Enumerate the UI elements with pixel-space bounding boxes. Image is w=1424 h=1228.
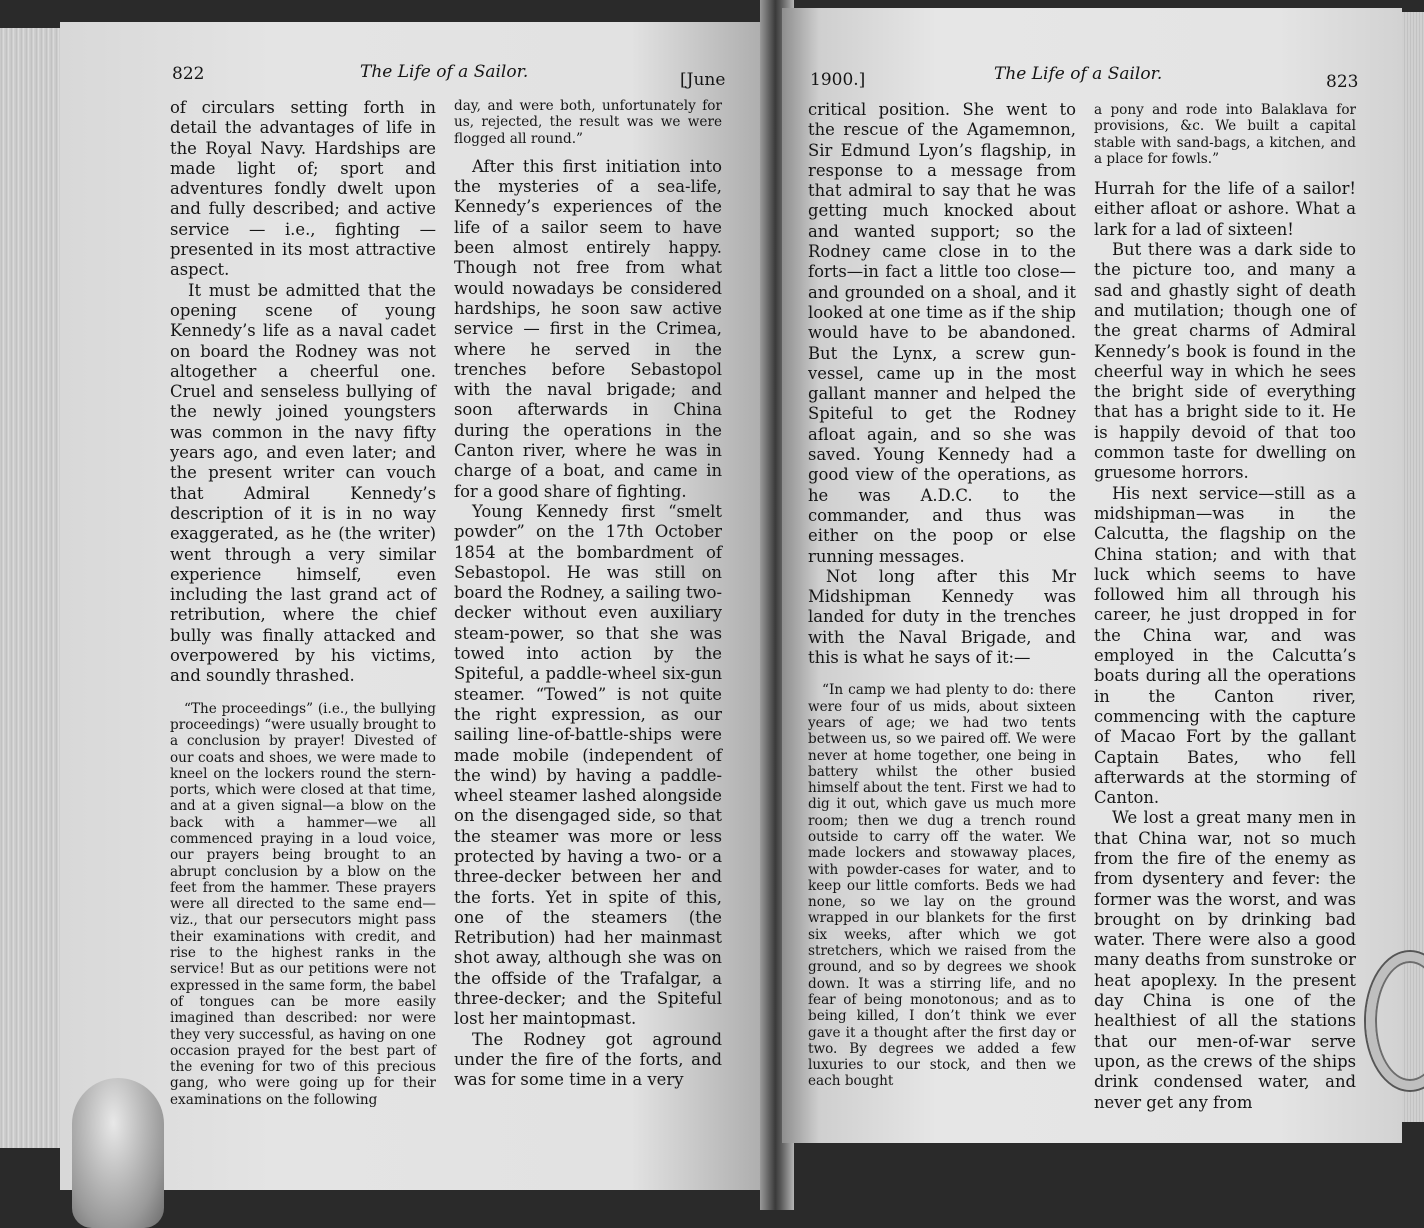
paragraph: Young Kennedy first “smelt powder” on the 17th October 1854 at the bombardment of Sebastopol. He was still on board the Rodney, a sailing two-decker without even auxiliary steam-power, so that she was towed into action by the Spiteful, a paddle-wheel six-gun steamer. “Towed” is not quite the right expression, as our sailing line-of-battle-ships were made mobile (independent of the wind) by having a paddle-wheel steamer lashed alongside on the disengaged side, so that the steamer was more or less protected by having a two- or a three-decker between her and the forts. Yet in spite of this, one of the steamers (the Retribution) had her mainmast shot away, although she was on the offside of the Trafalgar, a three-decker; and the Spiteful lost her maintopmast. [454, 501, 722, 1029]
paragraph: After this first initiation into the mysteries of a sea-life, Kennedy’s experiences of the life of a sailor seem to have been almost entirely happy. Though not free from what would nowadays be considered hardships, he soon saw active service — first in the Crimea, where he served in the trenches before Sebastopol with the naval brigade; and soon afterwards in China during the operations in the Canton river, where he was in charge of a boat, and came in for a good share of fighting. [454, 156, 722, 501]
paragraph: Not long after this Mr Midshipman Kennedy was landed for duty in the trenches with the Naval Brigade, and this is what he says of it:— [808, 566, 1076, 668]
left-column-1 [170, 98, 436, 1108]
paragraph: Hurrah for the life of a sailor! either afloat or ashore. What a lark for a lad of sixteen! [1094, 179, 1356, 239]
running-title: The Life of a Sailor. [994, 64, 1163, 84]
block-quote: “The proceedings” (i.e., the bullying proceedings) “were usually brought to a conclusion by prayer! Divested of our coats and shoes, we were made to kneel on the lockers round the stern-ports, which were closed at that time, and at a given signal—a blow on the back with a hammer—we all commenced praying in a loud voice, our prayers being brought to an abrupt conclusion by a blow on the feet from the hammer. These prayers were all directed to the same end—viz., that our persecutors might pass their examinations with credit, and rise to the highest ranks in the service! But as our petitions were not expressed in the same form, the babel of tongues can be more easily imagined than described: nor were they very successful, as having on one occasion prayed for the best part of the evening for two of this precious gang, who were going up for their examinations on the following [170, 700, 437, 1108]
paragraph: of circulars setting forth in detail the advantages of life in the Royal Navy. Hardships are made light of; sport and adventures fondly dwelt upon and fully described; and active service — i.e., fighting — presented in its most attractive aspect. [170, 98, 436, 280]
left-page [60, 22, 774, 1190]
page-number: 822 [172, 64, 205, 84]
block-quote-continued: day, and were both, unfortunately for us, rejected, the result was we were flogged all round.” [454, 98, 722, 147]
paragraph: critical position. She went to the rescue of the Agamemnon, Sir Edmund Lyon’s flagship, in response to a message from that admiral to say that he was getting much knocked about and wanted support; so the Rodney came close in to the forts—in fact a little too close—and grounded on a shoal, and it looked at one time as if the ship would have to be abandoned. But the Lynx, a screw gun-vessel, came up in the most gallant manner and helped the Spiteful to get the Rodney afloat again, and so she was saved. Young Kennedy had a good view of the operations, as he was A.D.C. to the commander, and thus was either on the poop or else running messages. [808, 100, 1076, 566]
running-month: [June [680, 70, 726, 90]
right-page [782, 8, 1402, 1143]
paragraph: But there was a dark side to the picture too, and many a sad and ghastly sight of death and mutilation; though one of the great charms of Admiral Kennedy’s book is found in the cheerful way in which he sees the bright side of everything that has a bright side to it. He is happily devoid of that too common taste for dwelling on gruesome horrors. [1094, 240, 1356, 483]
running-year: 1900.] [810, 70, 866, 90]
right-column-1 [808, 100, 1076, 1090]
page-number: 823 [1326, 72, 1359, 92]
thumb [72, 1078, 164, 1228]
paragraph: It must be admitted that the opening scene of young Kennedy’s life as a naval cadet on board the Rodney was not altogether a cheerful one. Cruel and senseless bullying of the newly joined youngsters was common in the navy fifty years ago, and even later; and the present writer can vouch that Admiral Kennedy’s description of it is in no way exaggerated, as he (the writer) went through a very similar experience himself, even including the last grand act of retribution, where the chief bully was finally attacked and overpowered by his victims, and soundly thrashed. [170, 280, 436, 686]
running-title: The Life of a Sailor. [360, 62, 529, 82]
paragraph: His next service—still as a midshipman—was in the Calcutta, the flagship on the China station; and with that luck which seems to have followed him all through his career, he just dropped in for the China war, and was employed in the Calcutta’s boats during all the operations in the Canton river, commencing with the capture of Macao Fort by the gallant Captain Bates, who fell afterwards at the storming of Canton. [1094, 483, 1356, 808]
right-column-2 [1094, 102, 1356, 1113]
paragraph: We lost a great many men in that China war, not so much from the fire of the enemy as from dysentery and fever: the former was the worst, and was brought on by drinking bad water. There were also a good many deaths from sunstroke or heat apoplexy. In the present day China is one of the healthiest of all the stations that our men-of-war serve upon, as the crews of the ships drink condensed water, and never get any from [1094, 808, 1356, 1112]
left-column-2 [454, 98, 722, 1091]
block-quote: “In camp we had plenty to do: there were four of us mids, about sixteen years of age; we had two tents between us, so we paired off. We were never at home together, one being in battery whilst the other busied himself about the tent. First we had to dig it out, which gave us much more room; then we dug a trench round outside to carry off the water. We made lockers and stowaway places, with powder-cases for water, and to keep our little comforts. Beds we had none, so we lay on the ground wrapped in our blankets for the first six weeks, after which we got stretchers, which we raised from the ground, and so by degrees we shook down. It was a stirring life, and no fear of being monotonous; and as to being killed, I don’t think we ever gave it a thought after the first day or two. By degrees we added a few luxuries to our stock, and then we each bought [808, 682, 1076, 1090]
block-quote-continued: a pony and rode into Balaklava for provisions, &c. We built a capital stable with sand-bags, a kitchen, and a place for fowls.” [1094, 102, 1356, 167]
paragraph: The Rodney got aground under the fire of the forts, and was for some time in a very [454, 1029, 722, 1090]
